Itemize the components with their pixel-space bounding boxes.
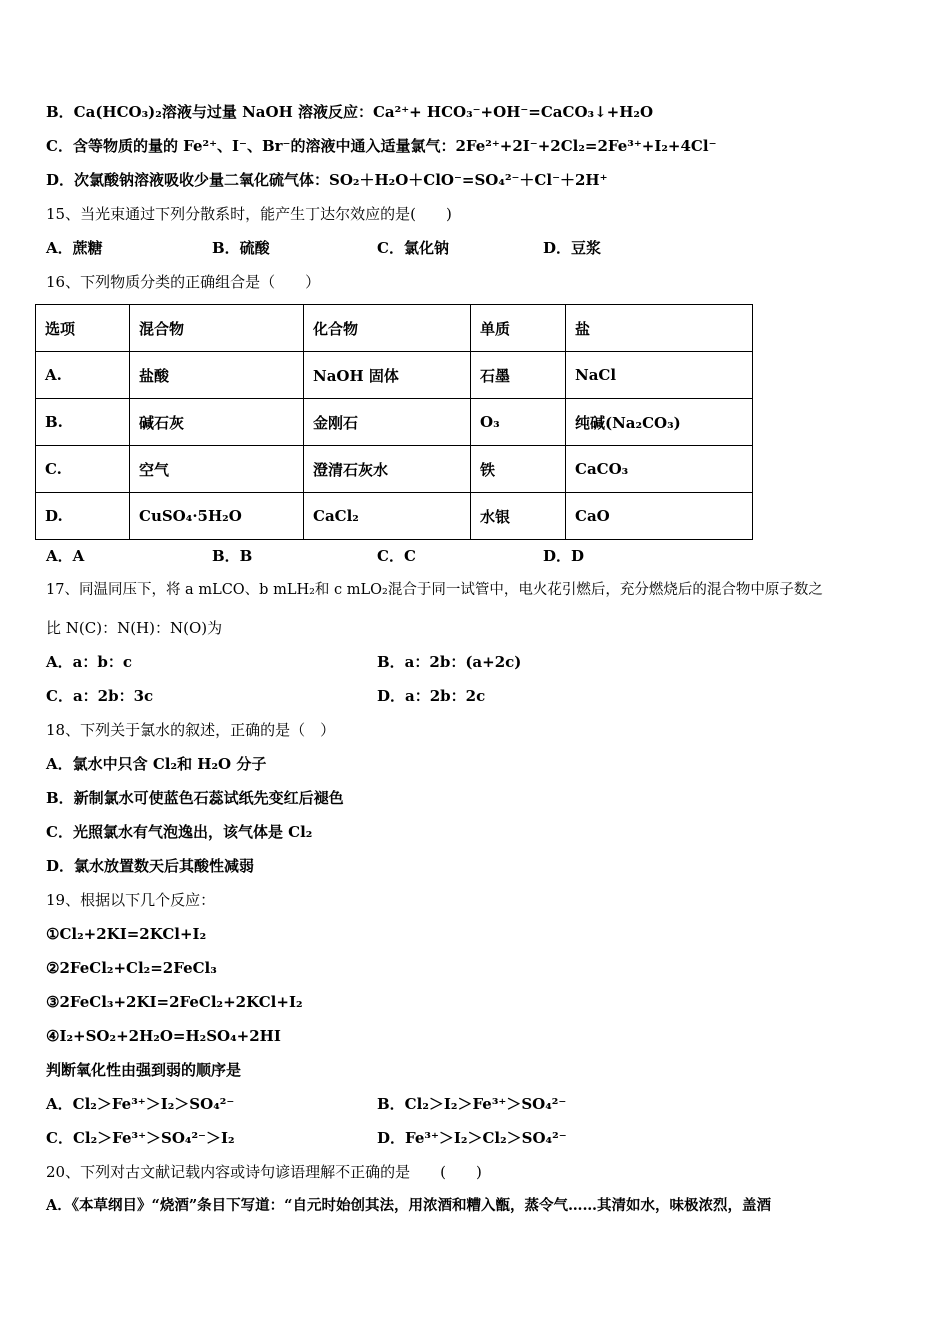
table-header: 单质 <box>471 305 566 352</box>
q17-option: B．a：2b：(a+2c) <box>377 653 522 671</box>
q18-stem: 18、下列关于氯水的叙述，正确的是（ ） <box>46 721 336 739</box>
table-cell: 铁 <box>471 446 566 493</box>
table-cell: 石墨 <box>471 352 566 399</box>
table-cell: 水银 <box>471 493 566 540</box>
q14-option-c: C．含等物质的量的 Fe²⁺、I⁻、Br⁻的溶液中通入适量氯气：2Fe²⁺+2I⁻+2Cl₂=2Fe³⁺+I₂+4Cl⁻ <box>46 137 717 155</box>
table-header: 盐 <box>566 305 753 352</box>
q16-stem: 16、下列物质分类的正确组合是（ ） <box>46 273 321 291</box>
q19-reaction: ①Cl₂+2KI=2KCl+I₂ <box>46 925 207 943</box>
table-cell: 碱石灰 <box>130 399 304 446</box>
table-cell: NaOH 固体 <box>304 352 471 399</box>
q17-option: D．a：2b：2c <box>377 687 486 705</box>
table-cell: 金刚石 <box>304 399 471 446</box>
table-cell: B. <box>36 399 130 446</box>
q15-stem: 15、当光束通过下列分散系时，能产生丁达尔效应的是( ) <box>46 205 452 223</box>
q19-option: D．Fe³⁺＞I₂＞Cl₂＞SO₄²⁻ <box>377 1129 567 1147</box>
q18-option: D．氯水放置数天后其酸性减弱 <box>46 857 255 875</box>
table-cell: CaCl₂ <box>304 493 471 540</box>
table-header: 混合物 <box>130 305 304 352</box>
q18-option: C．光照氯水有气泡逸出，该气体是 Cl₂ <box>46 823 313 841</box>
q15-option: C．氯化钠 <box>377 239 449 257</box>
q15-option: D．豆浆 <box>543 239 602 257</box>
q19-stem: 19、根据以下几个反应： <box>46 891 216 909</box>
table-cell: CaO <box>566 493 753 540</box>
table-cell: D. <box>36 493 130 540</box>
table-cell: 盐酸 <box>130 352 304 399</box>
q15-option: A．蔗糖 <box>46 239 103 257</box>
table-row <box>36 493 753 540</box>
q19-reaction: ③2FeCl₃+2KI=2FeCl₂+2KCl+I₂ <box>46 993 303 1011</box>
table-cell: 空气 <box>130 446 304 493</box>
q19-reaction: ②2FeCl₂+Cl₂=2FeCl₃ <box>46 959 217 977</box>
table-header: 选项 <box>36 305 130 352</box>
classification-table <box>35 304 753 540</box>
q19-reaction: ④I₂+SO₂+2H₂O=H₂SO₄+2HI <box>46 1027 281 1045</box>
table-row <box>36 352 753 399</box>
table-cell: C. <box>36 446 130 493</box>
q19-option: A．Cl₂＞Fe³⁺＞I₂＞SO₄²⁻ <box>46 1095 235 1113</box>
q17-stem: 17、同温同压下，将 a mLCO、b mLH₂和 c mLO₂混合于同一试管中，电火花引燃后，充分燃烧后的混合物中原子数之 <box>46 582 823 598</box>
q17-option: C．a：2b：3c <box>46 687 154 705</box>
q17-stem-continued: 比 N(C)：N(H)：N(O)为 <box>46 619 223 637</box>
table-cell: CuSO₄·5H₂O <box>130 493 304 540</box>
q17-option: A．a：b：c <box>46 653 132 671</box>
q20-option-a: A．《本草纲目》“烧酒”条目下写道：“自元时始创其法，用浓酒和糟入甑，蒸令气……其清如水，味极浓烈，盖酒 <box>46 1197 772 1214</box>
table-cell: A. <box>36 352 130 399</box>
table-cell: 澄清石灰水 <box>304 446 471 493</box>
q16-option: B．B <box>212 547 253 565</box>
q19-option: C．Cl₂＞Fe³⁺＞SO₄²⁻＞I₂ <box>46 1129 235 1147</box>
q20-stem: 20、下列对古文献记载内容或诗句谚语理解不正确的是 ( ) <box>46 1163 482 1181</box>
q18-option: B．新制氯水可使蓝色石蕊试纸先变红后褪色 <box>46 789 344 807</box>
table-row <box>36 399 753 446</box>
table-header-row <box>36 305 753 352</box>
q16-option: D．D <box>543 547 585 565</box>
q19-prompt: 判断氧化性由强到弱的顺序是 <box>46 1061 242 1079</box>
q18-option: A．氯水中只含 Cl₂和 H₂O 分子 <box>46 755 267 773</box>
q16-option: A．A <box>46 547 85 565</box>
table-header: 化合物 <box>304 305 471 352</box>
q15-option: B．硫酸 <box>212 239 270 257</box>
table-cell: CaCO₃ <box>566 446 753 493</box>
table-cell: 纯碱(Na₂CO₃) <box>566 399 753 446</box>
q14-option-b: B．Ca(HCO₃)₂溶液与过量 NaOH 溶液反应：Ca²⁺+ HCO₃⁻+OH⁻=CaCO₃↓+H₂O <box>46 103 654 121</box>
q16-option: C．C <box>377 547 416 565</box>
table-cell: NaCl <box>566 352 753 399</box>
table-row <box>36 446 753 493</box>
q19-option: B．Cl₂＞I₂＞Fe³⁺＞SO₄²⁻ <box>377 1095 567 1113</box>
q14-option-d: D．次氯酸钠溶液吸收少量二氧化硫气体：SO₂＋H₂O＋ClO⁻=SO₄²⁻＋Cl⁻＋2H⁺ <box>46 171 608 189</box>
table-cell: O₃ <box>471 399 566 446</box>
